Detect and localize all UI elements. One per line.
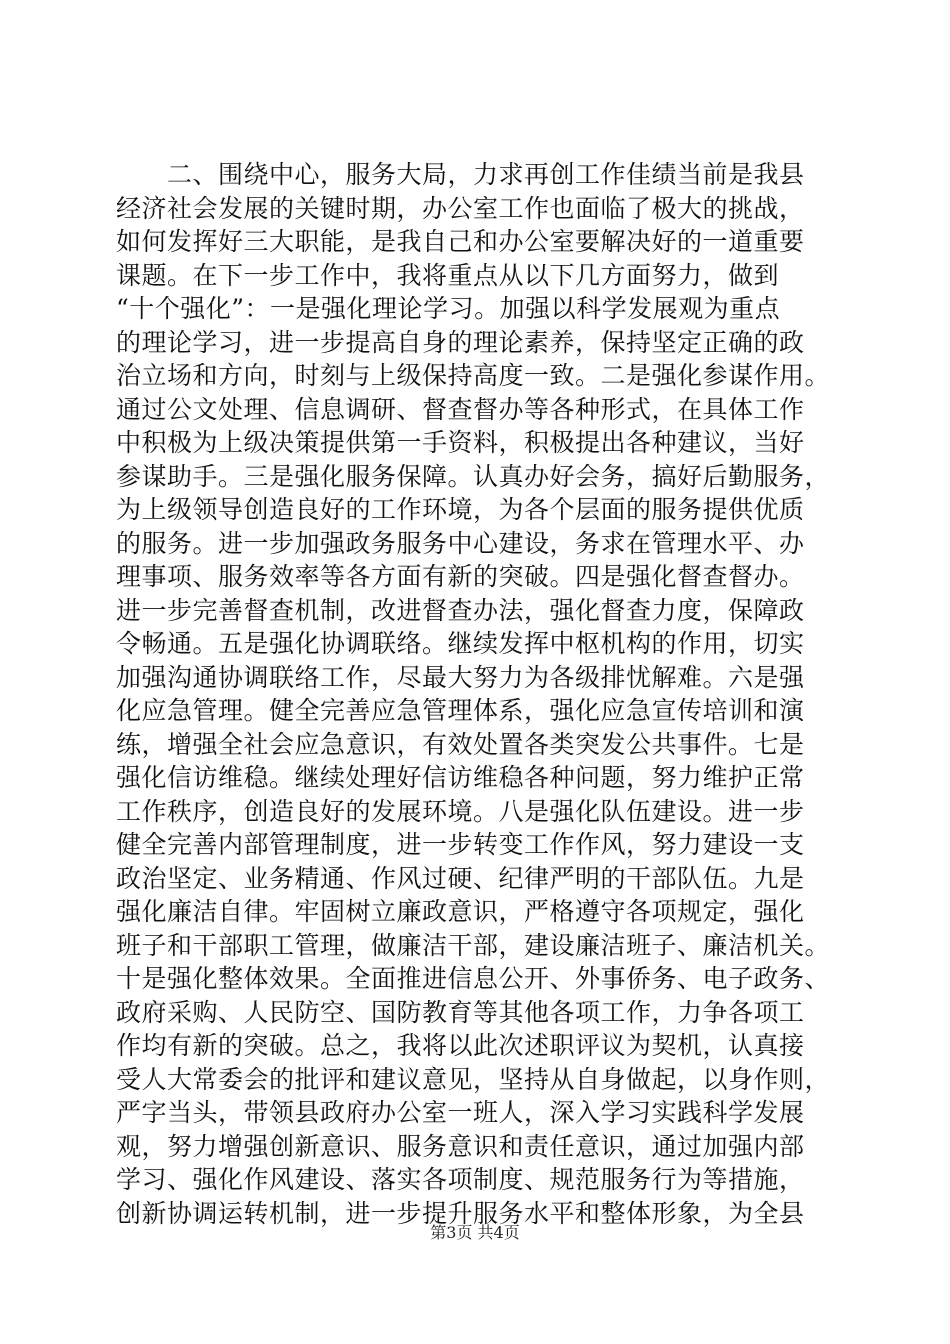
text-line: 观，努力增强创新意识、服务意识和责任意识，通过加强内部 bbox=[116, 1131, 805, 1161]
text-line: 课题。在下一步工作中，我将重点从以下几方面努力，做到 bbox=[116, 260, 780, 290]
text-line: 理事项、服务效率等各方面有新的突破。四是强化督查督办。 bbox=[116, 562, 805, 591]
text-line: 强化信访维稳。继续处理好信访维稳各种问题，努力维护正常 bbox=[116, 763, 805, 792]
text-line: 班子和干部职工管理，做廉洁干部，建设廉洁班子、廉洁机关。 bbox=[116, 930, 831, 960]
text-line: 的服务。进一步加强政务服务中心建设，务求在管理水平、办 bbox=[116, 528, 805, 558]
text-line: 的理论学习，进一步提高自身的理论素养，保持坚定正确的政 bbox=[116, 327, 805, 357]
text-line: 为上级领导创造良好的工作环境，为各个层面的服务提供优质 bbox=[116, 495, 805, 524]
text-line: 令畅通。五是强化协调联络。继续发挥中枢机构的作用，切实 bbox=[116, 629, 805, 658]
text-line: 进一步完善督查机制，改进督查办法，强化督查力度，保障政 bbox=[116, 595, 805, 625]
text-line: 中积极为上级决策提供第一手资料，积极提出各种建议，当好 bbox=[116, 428, 805, 457]
text-line: 创新协调运转机制，进一步提升服务水平和整体形象，为全县 bbox=[116, 1198, 805, 1228]
text-line: 十是强化整体效果。全面推进信息公开、外事侨务、电子政务、 bbox=[116, 964, 831, 993]
text-line: “十个强化”：一是强化理论学习。加强以科学发展观为重点 bbox=[116, 294, 781, 323]
text-line: 作均有新的突破。总之，我将以此次述职评议为契机，认真接 bbox=[116, 1031, 805, 1060]
text-line: 加强沟通协调联络工作，尽最大努力为各级排忧解难。六是强 bbox=[116, 662, 805, 692]
body-text bbox=[116, 158, 836, 1230]
text-line: 经济社会发展的关键时期，办公室工作也面临了极大的挑战， bbox=[116, 193, 805, 223]
text-line: 政府采购、人民防空、国防教育等其他各项工作，力争各项工 bbox=[116, 997, 805, 1027]
text-line: 受人大常委会的批评和建议意见，坚持从自身做起，以身作则， bbox=[116, 1064, 831, 1094]
text-line: 参谋助手。三是强化服务保障。认真办好会务，搞好后勤服务， bbox=[116, 461, 831, 491]
text-line: 通过公文处理、信息调研、督查督办等各种形式，在具体工作 bbox=[116, 394, 805, 424]
text-line: 政治坚定、业务精通、作风过硬、纪律严明的干部队伍。九是 bbox=[116, 863, 805, 893]
text-line: 健全完善内部管理制度，进一步转变工作作风，努力建设一支 bbox=[116, 830, 805, 859]
text-line: 学习、强化作风建设、落实各项制度、规范服务行为等措施， bbox=[116, 1165, 805, 1194]
text-line: 如何发挥好三大职能，是我自己和办公室要解决好的一道重要 bbox=[116, 227, 805, 256]
text-line: 治立场和方向，时刻与上级保持高度一致。二是强化参谋作用。 bbox=[116, 361, 831, 390]
text-line: 工作秩序，创造良好的发展环境。八是强化队伍建设。进一步 bbox=[116, 796, 805, 826]
page-footer: 第3页 共4页 bbox=[430, 1223, 520, 1242]
text-line: 化应急管理。健全完善应急管理体系，强化应急宣传培训和演 bbox=[116, 696, 805, 725]
text-line: 严字当头，带领县政府办公室一班人，深入学习实践科学发展 bbox=[116, 1098, 805, 1127]
text-line: 强化廉洁自律。牢固树立廉政意识，严格遵守各项规定，强化 bbox=[116, 897, 805, 926]
text-line: 练，增强全社会应急意识，有效处置各类突发公共事件。七是 bbox=[116, 729, 805, 759]
text-line: 二、围绕中心，服务大局，力求再创工作佳绩当前是我县 bbox=[116, 160, 805, 189]
